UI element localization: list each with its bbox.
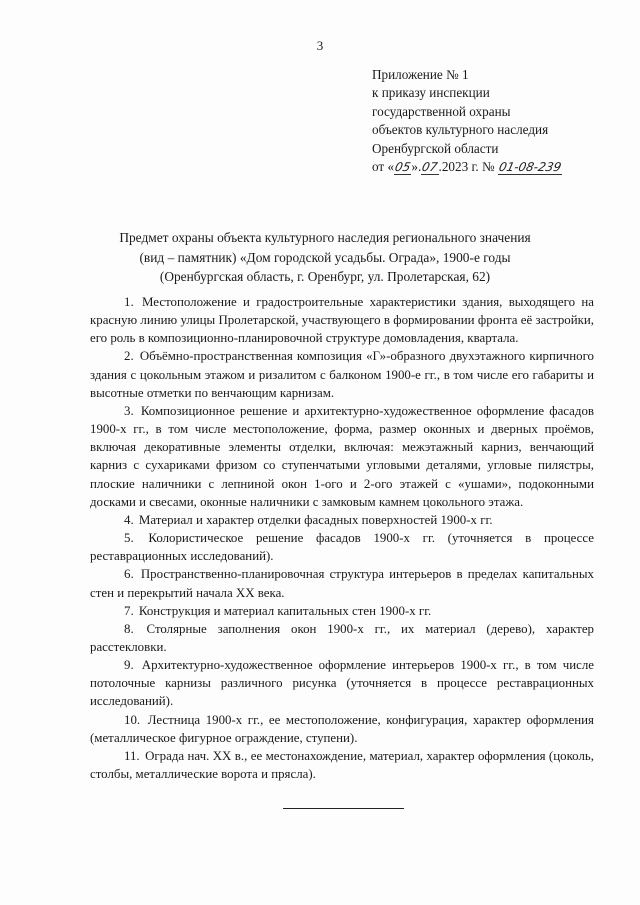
item-text: Материал и характер отделки фасадных поверхностей 1900-х гг. — [138, 512, 493, 527]
item-number: 10. — [124, 712, 141, 727]
list-item — [90, 529, 594, 565]
item-text: Столярные заполнения окон 1900-х гг., их материал (дерево), характер расстекловки. — [90, 621, 594, 654]
item-number: 4. — [124, 512, 134, 527]
appendix-title: Приложение № 1 — [372, 67, 469, 82]
item-text: Архитектурно-художественное оформление интерьеров 1900-х гг., в том числе потолочные карнизы различного рисунка (уточняется в процессе реставрационных исследований). — [90, 658, 594, 709]
list-item — [90, 347, 594, 401]
item-text: Ограда нач. XX в., ее местонахождение, материал, характер оформления (цоколь, столбы, металлические ворота и прясла). — [90, 748, 594, 782]
closing-divider — [283, 808, 404, 809]
item-text: Объёмно-пространственная композиция «Г»-образного двухэтажного кирпичного здания с цокольным этажом и ризалитом с балконом 1900-е гг., в том числе его габариты и высотные отметки по венчающим карнизам. — [90, 349, 594, 400]
title-line: (Оренбургская область, г. Оренбург, ул. Пролетарская, 62) — [159, 269, 491, 284]
item-text: Колористическое решение фасадов 1900-х гг. (уточняется в процессе реставрационных исследований). — [90, 531, 594, 564]
item-number: 7. — [124, 603, 134, 618]
order-number-field — [498, 159, 562, 175]
item-number: 5. — [124, 531, 134, 546]
item-text: Композиционное решение и архитектурно-художественное оформление фасадов 1900-х гг., в том числе местоположение, форма, размер оконных и дверных проёмов, включая декоративные элементы отделки, включая: межэтажный карниз, венчающий карниз с сухариками фризом со ступенчатыми угловыми деталями, угловые пилястры, плоские наличники с лепниной окон 1-ого и 2-ого этажей с «ушами», подоконными досками и свесами, оконные наличники с замковым камнем цокольного этажа. — [90, 403, 594, 509]
date-prefix: от « — [372, 159, 395, 175]
list-item — [90, 511, 594, 529]
order-date-line — [372, 158, 622, 176]
list-item — [90, 293, 594, 347]
item-number: 6. — [124, 567, 134, 582]
date-day-handwritten: 05 — [393, 160, 412, 175]
item-number: 2. — [124, 349, 134, 364]
appendix-line: Оренбургской области — [372, 140, 499, 156]
title-line: (вид – памятник) «Дом городской усадьбы. Ограда», 1900-е годы — [139, 249, 511, 265]
list-item — [90, 711, 594, 747]
list-item — [90, 656, 594, 710]
appendix-header — [372, 66, 622, 176]
item-number: 3. — [124, 403, 134, 418]
list-item — [90, 402, 594, 511]
item-text: Пространственно-планировочная структура интерьеров в пределах капитальных стен и перекрытий начала XX века. — [90, 567, 594, 600]
list-item — [90, 565, 594, 601]
date-day-field — [394, 159, 411, 175]
date-separator: ». — [411, 159, 422, 175]
date-month-handwritten: 07 — [420, 160, 440, 175]
list-item — [90, 620, 594, 656]
appendix-line: государственной охраны — [372, 103, 511, 119]
item-number: 8. — [124, 621, 134, 636]
appendix-line: объектов культурного наследия — [372, 122, 549, 138]
item-text: Лестница 1900-х гг., ее местоположение, конфигурация, характер оформления (металлическое фигурное ограждение, ступени). — [90, 712, 594, 745]
protection-subject-list — [90, 293, 594, 783]
title-line: Предмет охраны объекта культурного наследия регионального значения — [119, 230, 531, 245]
date-month-field — [421, 159, 438, 175]
item-number: 11. — [124, 748, 140, 763]
list-item — [90, 747, 594, 783]
order-number-handwritten: 01-08-239 — [497, 160, 563, 175]
page-number: 3 — [316, 38, 324, 53]
item-text: Конструкция и материал капитальных стен 1900-х гг. — [138, 603, 432, 618]
item-number: 9. — [124, 658, 134, 673]
item-number: 1. — [124, 295, 134, 309]
date-year: .2023 г. № — [438, 159, 498, 175]
document-title — [60, 228, 590, 287]
list-item — [90, 602, 594, 620]
item-text: Местоположение и градостроительные характеристики здания, выходящего на красную линию улицы Пролетарской, участвующего в формировании фронта её застройки, его роль в композиционно-планировочной структуре домовладения, квартала. — [90, 295, 594, 346]
appendix-line: к приказу инспекции — [372, 85, 490, 101]
